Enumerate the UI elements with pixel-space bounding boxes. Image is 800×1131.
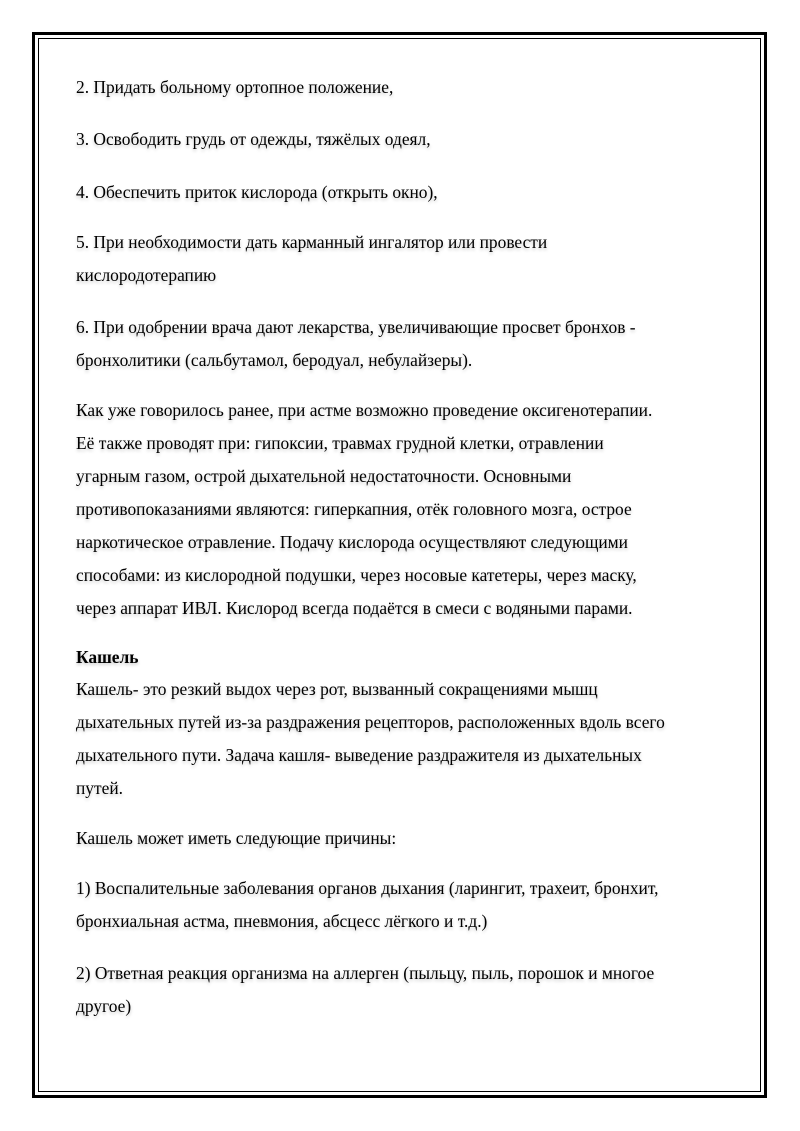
oxygen-therapy-paragraph — [76, 394, 736, 625]
text-line: дыхательных путей из-за раздражения рецепторов, расположенных вдоль всего — [76, 712, 665, 732]
section-heading: Кашель — [76, 647, 139, 667]
text-line: 2) Ответная реакция организма на аллерген (пыльцу, пыль, порошок и многое — [76, 963, 655, 983]
text-line: угарным газом, острой дыхательной недостаточности. Основными — [76, 466, 572, 486]
text-line: способами: из кислородной подушки, через носовые катетеры, через маску, — [76, 565, 637, 585]
text-line: Как уже говорилось ранее, при астме возможно проведение оксигенотерапии. — [76, 400, 653, 420]
text-line: наркотическое отравление. Подачу кислорода осуществляют следующими — [76, 532, 628, 552]
text-line: 4. Обеспечить приток кислорода (открыть окно), — [76, 182, 438, 202]
text-line: 2. Придать больному ортопное положение, — [76, 77, 394, 97]
list-item-2 — [76, 71, 736, 104]
text-line: 6. При одобрении врача дают лекарства, увеличивающие просвет бронхов - — [76, 317, 636, 337]
text-line: путей. — [76, 778, 123, 798]
text-line: через аппарат ИВЛ. Кислород всегда подаётся в смеси с водяными парами. — [76, 598, 633, 618]
list-item-5 — [76, 226, 736, 292]
list-item-6 — [76, 311, 736, 377]
text-line: кислородотерапию — [76, 265, 217, 285]
text-line: бронхолитики (сальбутамол, беродуал, небулайзеры). — [76, 350, 473, 370]
list-item-4 — [76, 176, 736, 209]
cough-causes-intro — [76, 822, 736, 855]
text-line: бронхиальная астма, пневмония, абсцесс лёгкого и т.д.) — [76, 911, 488, 931]
cause-item-2 — [76, 957, 736, 1023]
cause-item-1 — [76, 872, 736, 938]
list-item-3 — [76, 123, 736, 156]
text-line: 3. Освободить грудь от одежды, тяжёлых одеял, — [76, 129, 431, 149]
text-line: Её также проводят при: гипоксии, травмах грудной клетки, отравлении — [76, 433, 604, 453]
text-line: противопоказаниями являются: гиперкапния, отёк головного мозга, острое — [76, 499, 632, 519]
text-line: 5. При необходимости дать карманный ингалятор или провести — [76, 232, 548, 252]
text-line: Кашель может иметь следующие причины: — [76, 828, 397, 848]
text-line: другое) — [76, 996, 132, 1016]
text-line: 1) Воспалительные заболевания органов дыхания (ларингит, трахеит, бронхит, — [76, 878, 659, 898]
cough-definition-paragraph — [76, 673, 736, 805]
text-line: дыхательного пути. Задача кашля- выведение раздражителя из дыхательных — [76, 745, 642, 765]
text-line: Кашель- это резкий выдох через рот, вызванный сокращениями мышц — [76, 679, 598, 699]
